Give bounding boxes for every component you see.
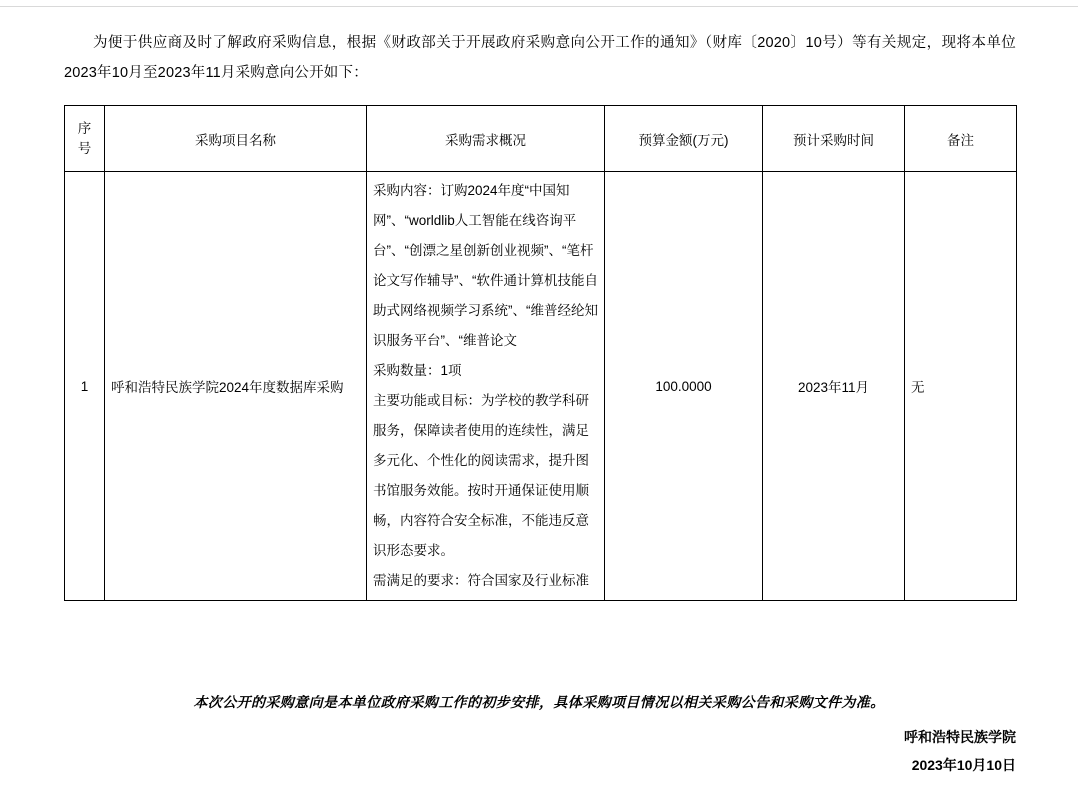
purchase-intent-table xyxy=(64,105,1017,601)
demand-line-objective: 主要功能或目标：为学校的教学科研服务，保障读者使用的连续性，满足多元化、个性化的阅读需求，提升图书馆服务效能。按时开通保证使用顺畅，内容符合安全标准，不能违反意识形态要求。 xyxy=(373,393,589,558)
header-demand-summary: 采购需求概况 xyxy=(367,106,605,172)
cell-project-name: 呼和浩特民族学院2024年度数据库采购 xyxy=(105,172,367,601)
header-seq xyxy=(65,106,105,172)
header-project-name: 采购项目名称 xyxy=(105,106,367,172)
table-header-row xyxy=(65,106,1017,172)
demand-line-content: 采购内容：订购2024年度“中国知网”、“worldlib人工智能在线咨询平台”、“创漂之星创新创业视频”、“笔杆论文写作辅导”、“软件通计算机技能自助式网络视频学习系统”、“维普经纶知识服务平台”、“维普论文 xyxy=(373,183,598,348)
cell-note: 无 xyxy=(905,172,1017,601)
demand-line-requirements: 需满足的要求：符合国家及行业标准 xyxy=(373,573,589,588)
demand-line-quantity: 采购数量：1项 xyxy=(373,363,462,378)
cell-budget-amount: 100.0000 xyxy=(605,172,763,601)
header-note: 备注 xyxy=(905,106,1017,172)
table-header xyxy=(65,106,1017,172)
footnote-text: 本次公开的采购意向是本单位政府采购工作的初步安排，具体采购项目情况以相关采购公告和采购文件为准。 xyxy=(193,696,885,711)
top-divider xyxy=(0,6,1078,7)
signature-organization: 呼和浩特民族学院 xyxy=(904,729,1016,745)
table-body xyxy=(65,172,1017,601)
header-budget-amount: 预算金额(万元) xyxy=(605,106,763,172)
header-seq-line1: 序 xyxy=(77,120,92,136)
cell-demand-summary xyxy=(367,172,605,601)
cell-seq: 1 xyxy=(65,172,105,601)
table-row xyxy=(65,172,1017,601)
intro-paragraph: 为便于供应商及时了解政府采购信息，根据《财政部关于开展政府采购意向公开工作的通知》（财库〔2020〕10号）等有关规定，现将本单位2023年10月至2023年11月采购意向公开如下： xyxy=(64,35,1016,81)
signature-date: 2023年10月10日 xyxy=(911,757,1016,773)
header-seq-line2: 号 xyxy=(77,140,92,156)
cell-expected-time: 2023年11月 xyxy=(763,172,905,601)
header-expected-time: 预计采购时间 xyxy=(763,106,905,172)
